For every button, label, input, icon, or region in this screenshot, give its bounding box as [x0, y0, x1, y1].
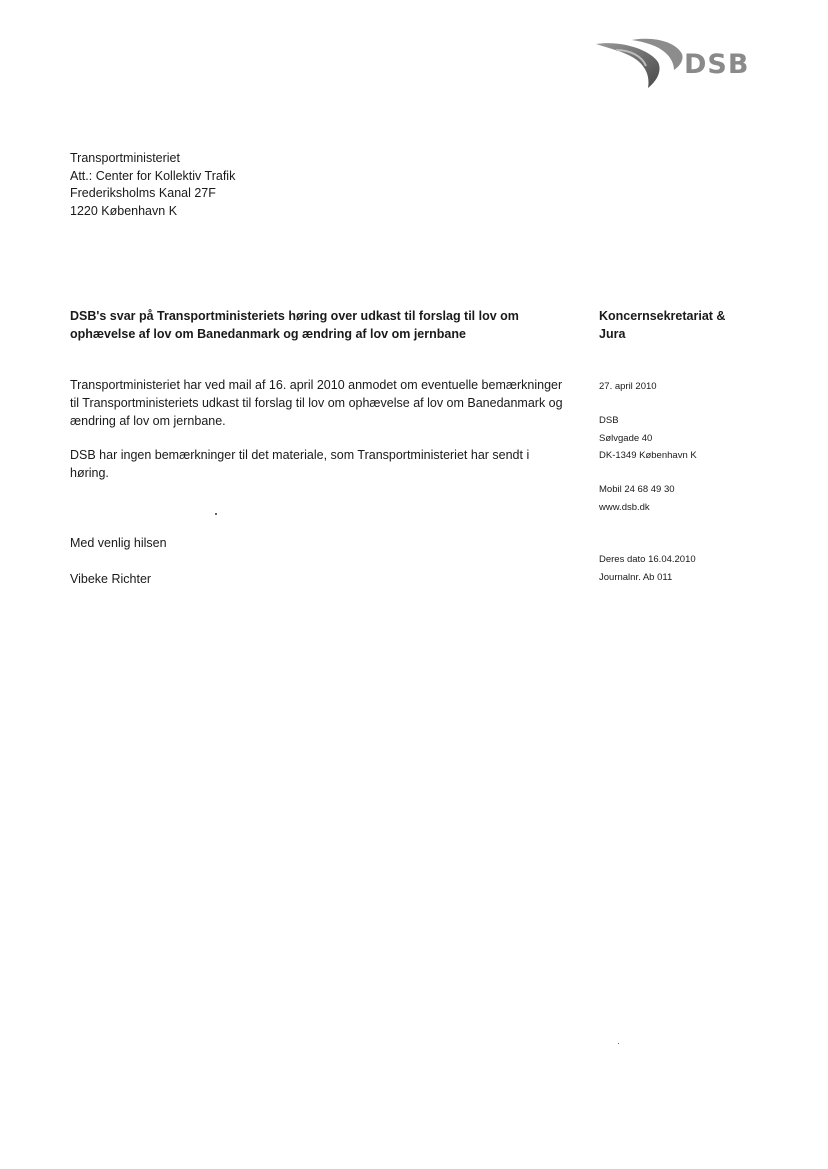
sender-company: DSB — [599, 415, 619, 426]
department-name: Koncernsekretariat & Jura — [599, 309, 726, 341]
recipient-address — [70, 150, 235, 220]
logo-wordmark: DSB — [684, 49, 750, 80]
body-paragraph: DSB har ingen bemærkninger til det materiale, som Transportministeriet har sendt i høring. — [70, 448, 530, 480]
letter-closing — [70, 534, 167, 588]
letter-body — [70, 376, 570, 498]
contact-info — [599, 481, 675, 516]
sender-street: Sølvgade 40 — [599, 432, 653, 444]
recipient-line: Transportministeriet — [70, 151, 180, 165]
letter-date: 27. april 2010 — [599, 381, 657, 392]
mobile-number: Mobil 24 68 49 30 — [599, 484, 675, 495]
website-link[interactable]: www.dsb.dk — [599, 501, 650, 513]
closing-greeting: Med venlig hilsen — [70, 536, 167, 550]
reference-info — [599, 551, 696, 586]
letter-subject: DSB's svar på Transportministeriets høring over udkast til forslag til lov om ophævelse af lov om Banedanmark og ændring af lov om jernbane — [70, 309, 519, 341]
scan-speck — [618, 1043, 619, 1044]
signature-name: Vibeke Richter — [70, 572, 152, 586]
recipient-line: 1220 København K — [70, 203, 178, 218]
sender-city: DK-1349 København K — [599, 450, 697, 461]
their-date: Deres dato 16.04.2010 — [599, 554, 696, 565]
sender-address — [599, 412, 697, 465]
body-paragraph: Transportministeriet har ved mail af 16. april 2010 anmodet om eventuelle bemærkninger til Transportministeriets udkast til forslag til lov om ophævelse af lov om Banedanmark og ændring af lov om jernbane. — [70, 378, 563, 428]
recipient-line: Frederiksholms Kanal 27F — [70, 186, 216, 200]
scan-speck — [215, 513, 217, 515]
journal-number: Journalnr. Ab 011 — [599, 571, 673, 583]
recipient-line: Att.: Center for Kollektiv Trafik — [70, 168, 236, 183]
